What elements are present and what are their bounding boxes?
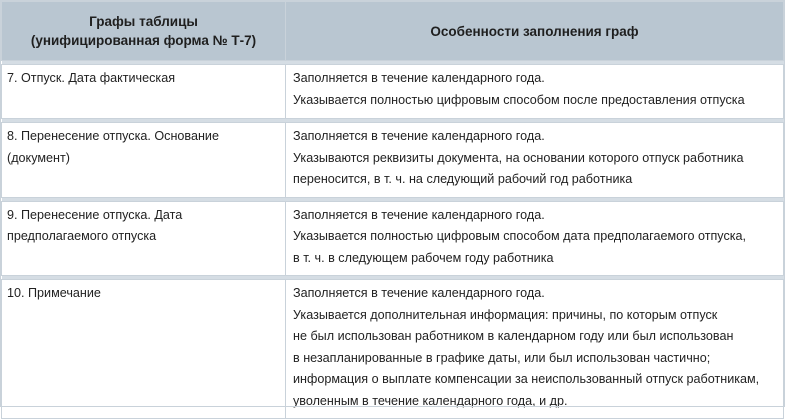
cell-line: информация о выплате компенсации за неиспользованный отпуск работникам, xyxy=(293,372,760,386)
cell-line: в т. ч. в следующем рабочем году работника xyxy=(293,250,554,265)
t7-columns-table xyxy=(1,1,784,419)
table-row-7 xyxy=(2,65,784,119)
cell-line: Указывается полностью цифровым способом после предоставления отпуска xyxy=(293,92,745,107)
cell-line: 7. Отпуск. Дата фактическая xyxy=(7,71,176,85)
cell-line: переносится, в т. ч. на следующий рабочий год работника xyxy=(293,172,633,186)
cell-line: уволенным в течение календарного года, и др. xyxy=(293,393,568,408)
header-features-cell xyxy=(286,2,784,61)
table-row-9 xyxy=(2,201,784,276)
cell-line: в незапланированные в графике даты, или был использован частично; xyxy=(293,350,711,365)
header-features-title: Особенности заполнения граф xyxy=(430,23,639,39)
cell-line: Указывается полностью цифровым способом дата предполагаемого отпуска, xyxy=(293,229,747,243)
row-10-column-name xyxy=(2,280,286,419)
cell-line: 10. Примечание xyxy=(7,286,101,300)
header-columns-subtitle: (унифицированная форма № Т-7) xyxy=(30,33,257,48)
cell-line: (документ) xyxy=(7,150,70,165)
row-7-fill-rules xyxy=(286,65,784,119)
row-7-column-name xyxy=(2,65,286,119)
header-columns-title: Графы таблицы xyxy=(89,14,198,29)
cell-line: Заполняется в течение календарного года. xyxy=(293,71,545,85)
row-8-fill-rules xyxy=(286,123,784,198)
cell-line: предполагаемого отпуска xyxy=(7,229,157,243)
row-9-fill-rules xyxy=(286,201,784,276)
cell-line: Заполняется в течение календарного года. xyxy=(293,207,545,222)
cell-line: 9. Перенесение отпуска. Дата xyxy=(7,207,183,222)
header-columns-cell xyxy=(2,2,286,61)
row-8-column-name xyxy=(2,123,286,198)
row-9-column-name xyxy=(2,201,286,276)
cell-line: Указывается дополнительная информация: причины, по которым отпуск xyxy=(293,307,718,322)
cell-line: Заполняется в течение календарного года. xyxy=(293,129,545,143)
cell-line: Заполняется в течение календарного года. xyxy=(293,286,545,300)
cell-line: 8. Перенесение отпуска. Основание xyxy=(7,129,219,143)
table-header-row xyxy=(2,2,784,61)
cell-line: не был использован работником в календарном году или был использован xyxy=(293,329,734,343)
cell-line: Указываются реквизиты документа, на основании которого отпуск работника xyxy=(293,150,744,165)
table-row-10 xyxy=(2,280,784,419)
row-10-fill-rules xyxy=(286,280,784,419)
table-row-8 xyxy=(2,123,784,198)
